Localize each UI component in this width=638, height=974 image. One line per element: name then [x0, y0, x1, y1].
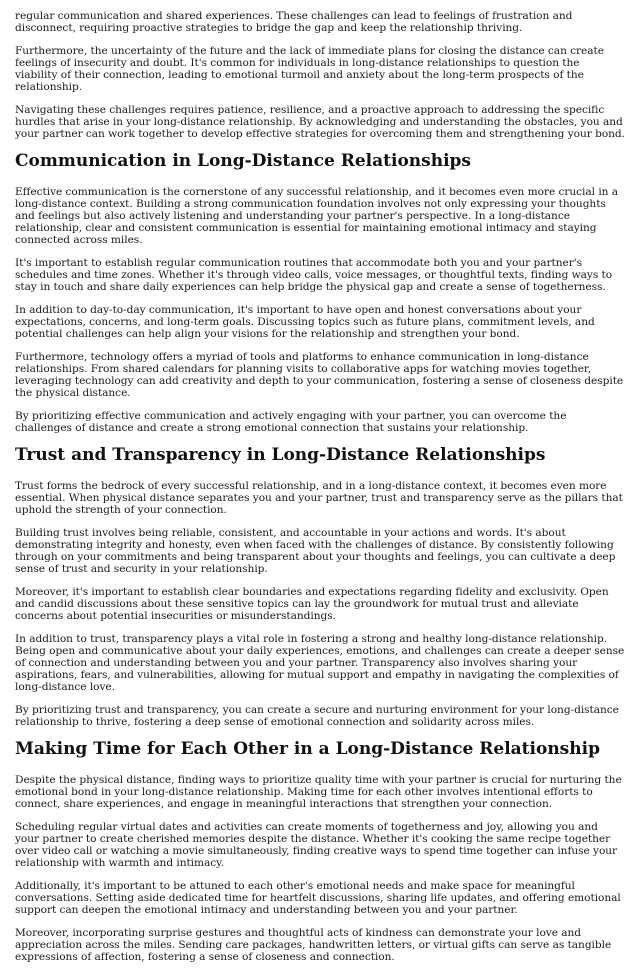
paragraph: In addition to day-to-day communication, it's important to have open and honest conversations about your expectations, concerns, and long-term goals. Discussing topics such as future plans, commitment levels, and potential challenges can help align your visions for the relationship and strengthen your bond. [15, 304, 595, 340]
paragraph: Moreover, incorporating surprise gestures and thoughtful acts of kindness can demonstrate your love and appreciation across the miles. Sending care packages, handwritten letters, or virtual gifts can serve as tangible expressions of affection, fostering a sense of closeness and connection. [15, 927, 612, 963]
paragraph: In addition to trust, transparency plays a vital role in fostering a strong and healthy long-distance relationship. Being open and communicative about your daily experiences, emotions, and challenges can create a deeper sense of connection and understanding between you and your partner. Transparency also involves sharing your aspirations, fears, and vulnerabilities, allowing for mutual support and empathy in navigating the complexities of long-distance love. [15, 633, 625, 693]
paragraph: Furthermore, technology offers a myriad of tools and platforms to enhance communication in long-distance relationships. From shared calendars for planning visits to collaborative apps for watching movies together, leveraging technology can add creativity and depth to your communication, fostering a sense of closeness despite the physical distance. [15, 351, 624, 399]
section-heading: Communication in Long-Distance Relationships [15, 151, 472, 171]
paragraph: Effective communication is the cornerstone of any successful relationship, and it becomes even more crucial in a long-distance context. Building a strong communication foundation involves not only expressing your thoughts and feelings but also actively listening and understanding your partner's perspective. In a long-distance relationship, clear and consistent communication is essential for maintaining emotional intimacy and staying connected across miles. [15, 186, 619, 246]
paragraph: By prioritizing effective communication and actively engaging with your partner, you can overcome the challenges of distance and create a strong emotional connection that sustains your relationship. [15, 410, 567, 434]
paragraph: It's important to establish regular communication routines that accommodate both you and your partner's schedules and time zones. Whether it's through video calls, voice messages, or thoughtful texts, finding ways to stay in touch and share daily experiences can help bridge the physical gap and create a sense of togetherness. [15, 257, 613, 293]
intro-paragraph-1: regular communication and shared experiences. These challenges can lead to feelings of frustration and disconnect, requiring proactive strategies to bridge the gap and keep the relationship thriving. [15, 10, 573, 34]
section-communication [15, 151, 625, 434]
intro-paragraph-2: Furthermore, the uncertainty of the future and the lack of immediate plans for closing the distance can create feelings of insecurity and doubt. It's common for individuals in long-distance relationships to question the viability of their connection, leading to emotional turmoil and anxiety about the long-term prospects of the relationship. [15, 45, 604, 93]
paragraph: By prioritizing trust and transparency, you can create a secure and nurturing environment for your long-distance relationship to thrive, fostering a deep sense of emotional connection and solidarity across miles. [15, 704, 619, 728]
paragraph: Moreover, it's important to establish clear boundaries and expectations regarding fidelity and exclusivity. Open and candid discussions about these sensitive topics can lay the groundwork for mutual trust and alleviate concerns about potential insecurities or misunderstandings. [15, 586, 609, 622]
document-page [15, 0, 625, 974]
paragraph: Despite the physical distance, finding ways to prioritize quality time with your partner is crucial for nurturing the emotional bond in your long-distance relationship. Making time for each other involves intentional efforts to connect, share experiences, and engage in meaningful interactions that strengthen your connection. [15, 774, 622, 810]
section-heading: Making Time for Each Other in a Long-Distance Relationship [15, 739, 600, 759]
paragraph: Building trust involves being reliable, consistent, and accountable in your actions and words. It's about demonstrating integrity and honesty, even when faced with the challenges of distance. By consistently following through on your commitments and being transparent about your thoughts and feelings, you can cultivate a deep sense of trust and security in your relationship. [15, 527, 616, 575]
section-trust-transparency [15, 445, 625, 728]
paragraph: Additionally, it's important to be attuned to each other's emotional needs and make space for meaningful conversations. Setting aside dedicated time for heartfelt discussions, sharing life updates, and offering emotional support can deepen the emotional intimacy and understanding between you and your partner. [15, 880, 621, 916]
intro-paragraph-3: Navigating these challenges requires patience, resilience, and a proactive approach to addressing the specific hurdles that arise in your long-distance relationship. By acknowledging and understanding the obstacles, you and your partner can work together to develop effective strategies for overcoming them and strengthening your bond. [15, 104, 625, 140]
section-making-time [15, 739, 625, 963]
paragraph: Trust forms the bedrock of every successful relationship, and in a long-distance context, it becomes even more essential. When physical distance separates you and your partner, trust and transparency serve as the pillars that uphold the strength of your connection. [15, 480, 623, 516]
section-heading: Trust and Transparency in Long-Distance Relationships [15, 445, 546, 465]
paragraph: Scheduling regular virtual dates and activities can create moments of togetherness and joy, allowing you and your partner to create cherished memories despite the distance. Whether it's cooking the same recipe together over video call or watching a movie simultaneously, finding creative ways to spend time together can infuse your relationship with warmth and intimacy. [15, 821, 618, 869]
